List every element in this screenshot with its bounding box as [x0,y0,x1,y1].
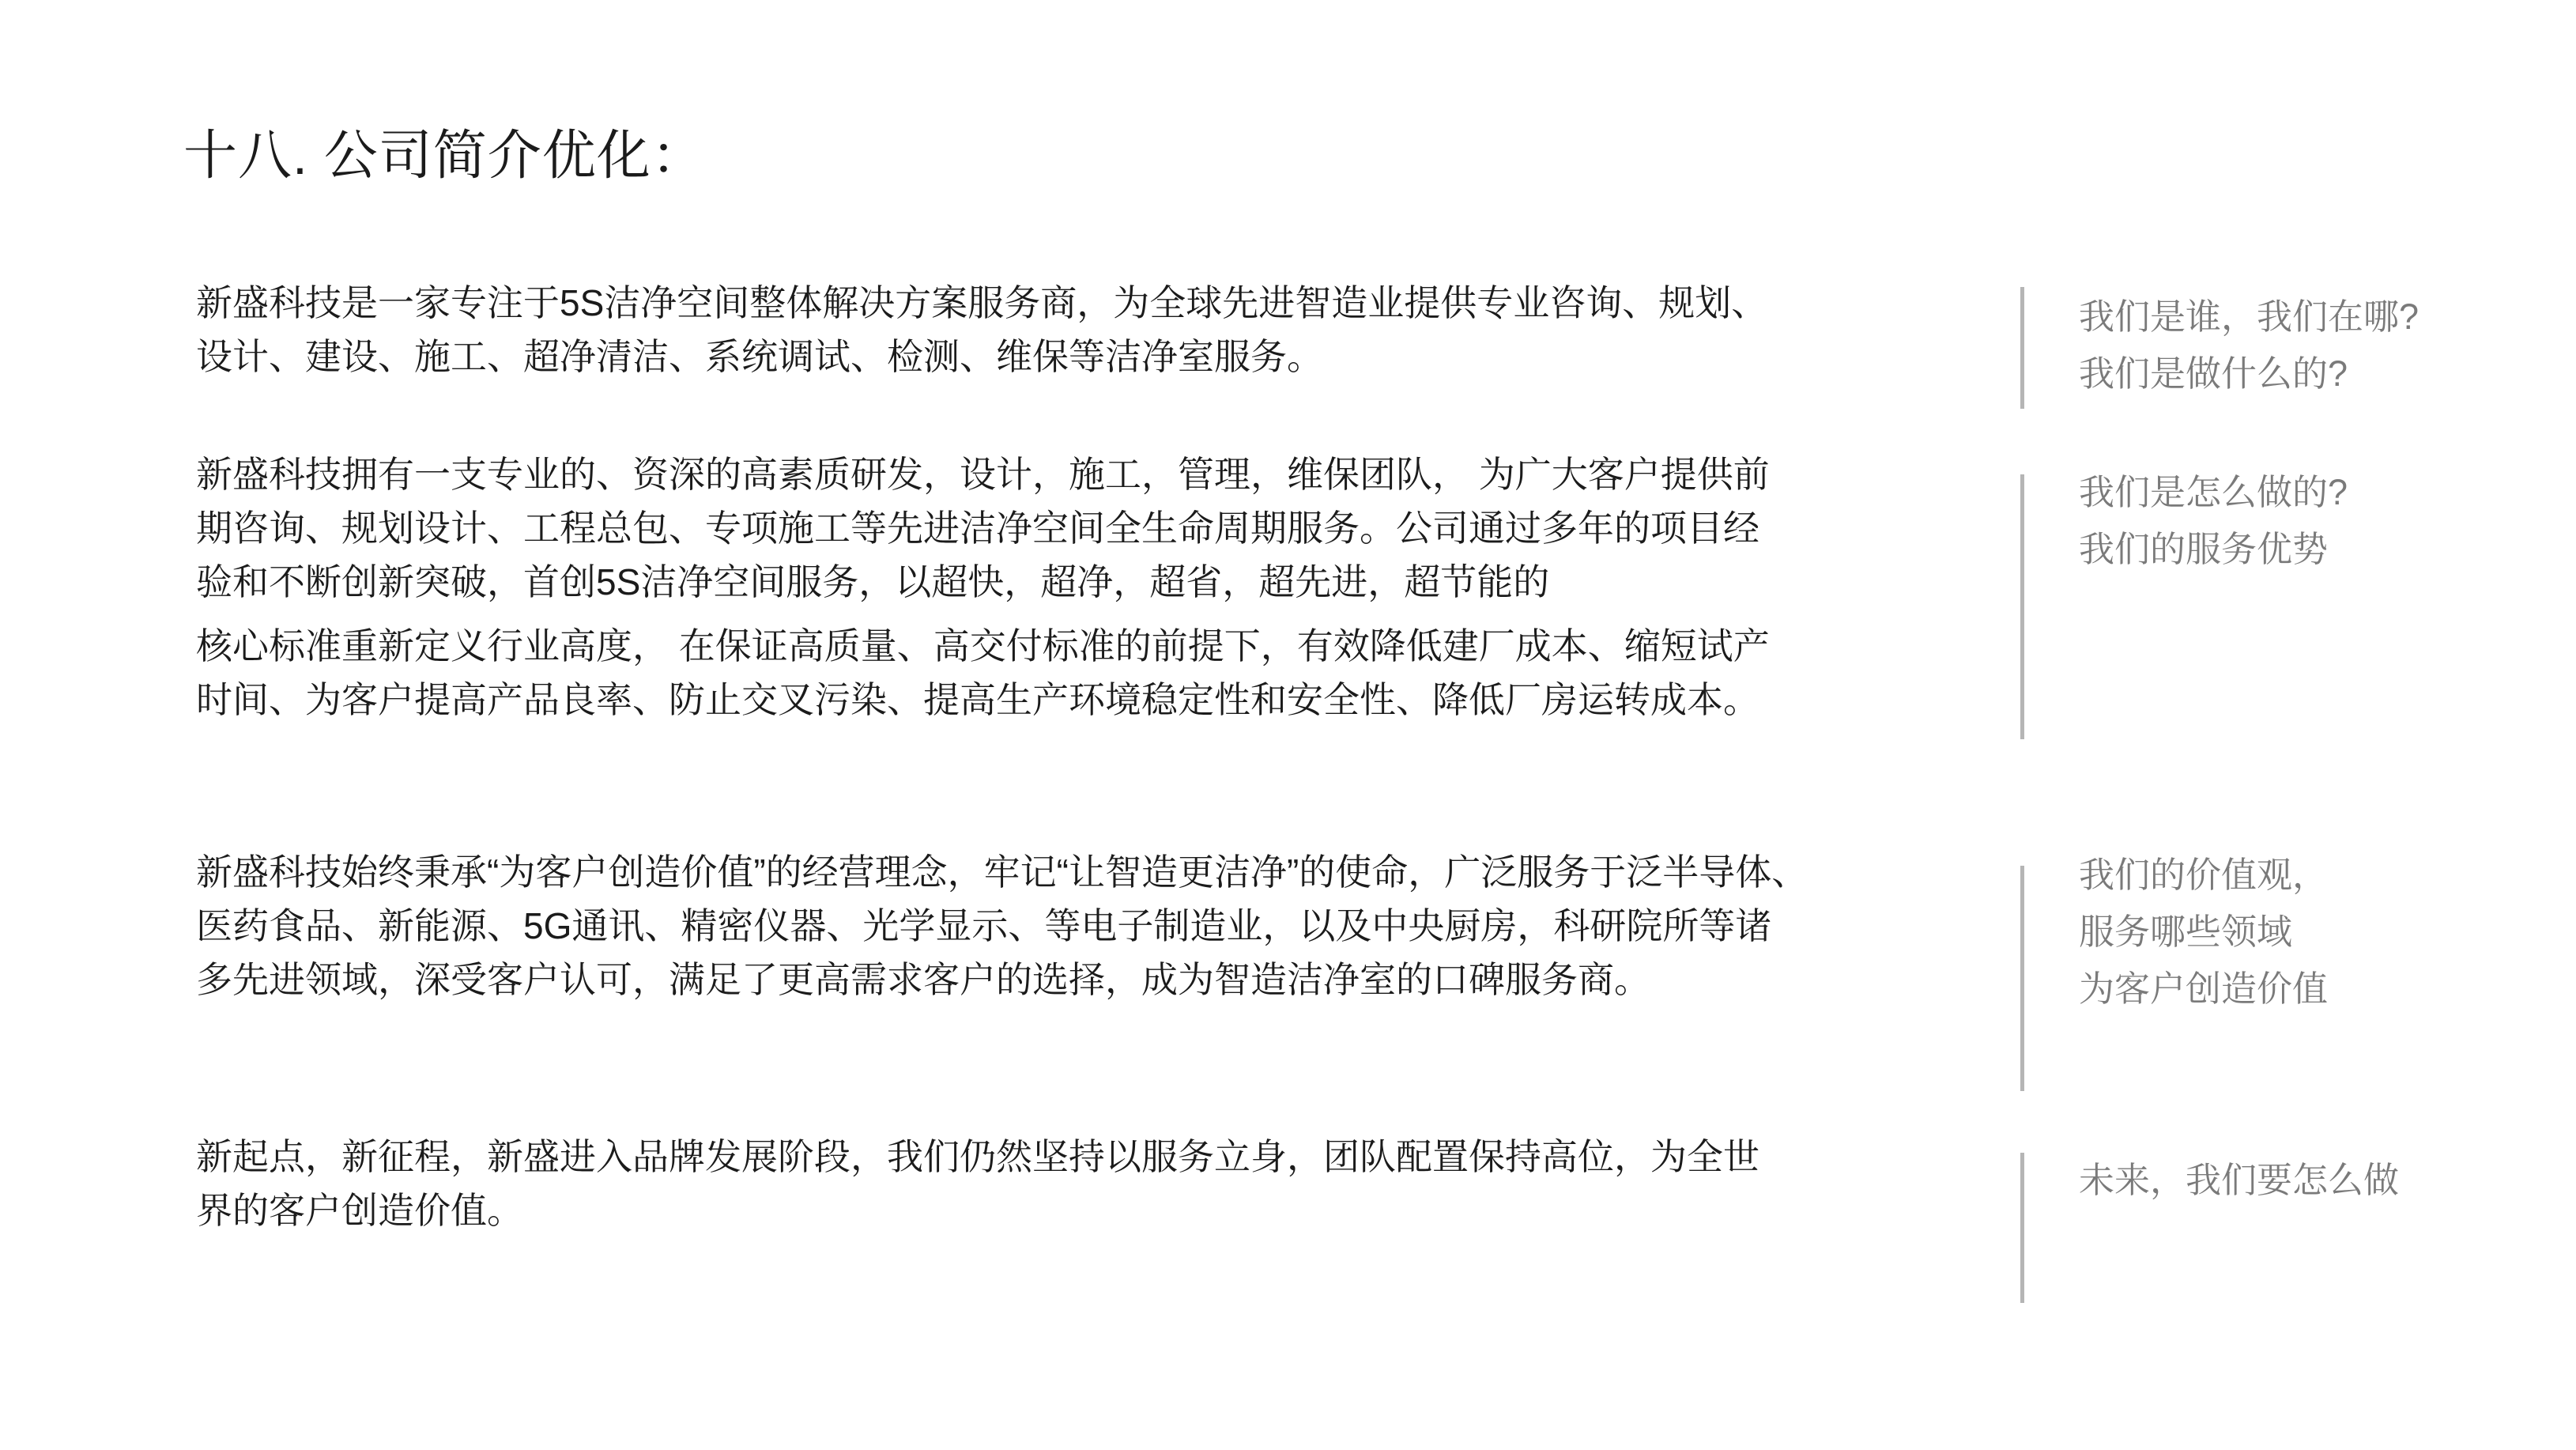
paragraph-values-industries [196,845,1808,1006]
annotation-line: 为客户创造价值 [2079,969,2329,1009]
paragraph-line: 期咨询、规划设计、工程总包、专项施工等先进洁净空间全生命周期服务。公司通过多年的项目经 [196,508,1759,549]
paragraph-line: 医药食品、新能源、5G通讯、精密仪器、光学显示、等电子制造业，以及中央厨房，科研院所等诸 [196,905,1772,946]
annotation-line: 未来，我们要怎么做 [2079,1160,2400,1200]
paragraph-line: 界的客户创造价值。 [196,1190,523,1231]
annotation-how-we-do [2079,464,2348,578]
page-title: 十八. 公司简介优化： [183,126,706,186]
annotation-line: 我们的价值观， [2079,855,2329,895]
paragraph-company-intro [196,276,1767,383]
annotation-line: 我们是谁，我们在哪? [2079,296,2419,337]
paragraph-line: 设计、建设、施工、超净清洁、系统调试、检测、维保等洁净室服务。 [196,336,1323,377]
annotation-future-plan [2079,1152,2399,1209]
paragraph-line: 多先进领域，深受客户认可，满足了更高需求客户的选择，成为智造洁净室的口碑服务商。 [196,959,1650,1000]
annotation-divider [2020,1153,2024,1303]
annotation-divider [2020,287,2024,409]
annotation-line: 我们是做什么的? [2079,353,2348,394]
paragraph-core-standards [196,619,1770,727]
paragraph-line: 新盛科技是一家专注于5S洁净空间整体解决方案服务商，为全球先进智造业提供专业咨询、规划、 [196,282,1768,323]
annotation-line: 服务哪些领域 [2079,912,2293,952]
paragraph-line: 时间、为客户提高产品良率、防止交叉污染、提高生产环境稳定性和安全性、降低厂房运转成本。 [196,679,1759,720]
paragraph-line: 新盛科技拥有一支专业的、资深的高素质研发，设计，施工，管理，维保团队， 为广大客户提供前 [196,454,1770,495]
paragraph-line: 核心标准重新定义行业高度， 在保证高质量、高交付标准的前提下，有效降低建厂成本、缩短试产 [196,625,1770,666]
annotation-line: 我们是怎么做的? [2079,472,2348,512]
paragraph-team-services [196,447,1770,609]
annotation-divider [2020,866,2024,1091]
annotation-divider [2020,474,2024,739]
annotation-who-we-are [2079,289,2419,402]
paragraph-line: 新起点，新征程，新盛进入品牌发展阶段，我们仍然坚持以服务立身，团队配置保持高位，为全世 [196,1136,1759,1177]
paragraph-line: 新盛科技始终秉承“为客户创造价值”的经营理念，牢记“让智造更洁净”的使命，广泛服务于泛半导体、 [196,851,1808,893]
annotation-our-values [2079,847,2328,1018]
paragraph-line: 验和不断创新突破，首创5S洁净空间服务，以超快，超净，超省，超先进，超节能的 [196,561,1550,602]
paragraph-future-outlook [196,1130,1759,1237]
annotation-line: 我们的服务优势 [2079,529,2329,569]
